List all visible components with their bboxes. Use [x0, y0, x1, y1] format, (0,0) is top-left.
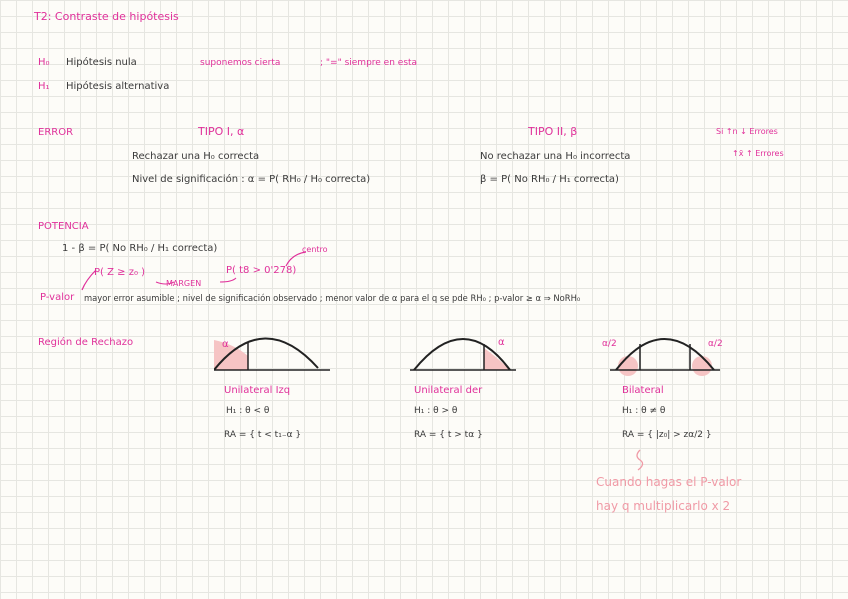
bilateral-left-shade [618, 356, 638, 376]
type2-title: TIPO II, β [528, 125, 578, 138]
curve-left-tailed [214, 328, 334, 378]
h1-text: Hipótesis alternativa [66, 81, 170, 92]
case1-title: Unilateral Izq [224, 385, 291, 396]
case2-title: Unilateral der [414, 385, 483, 396]
margen-label: MARGEN [166, 279, 202, 288]
curve3-alpha-left: α/2 [602, 339, 617, 349]
note-swirl-arrow [630, 448, 650, 472]
curve-right-tailed [404, 328, 524, 378]
bilateral-note-line2: hay q multiplicarlo x 2 [596, 499, 731, 513]
error-note-x: ↑x̄ ↑ Errores [732, 149, 784, 158]
type1-desc: Rechazar una H₀ correcta [132, 151, 260, 162]
bilateral-note-line1: Cuando hagas el P-valor [596, 475, 742, 489]
page-title: T2: Contraste de hipótesis [34, 10, 179, 23]
h0-note: suponemos cierta [200, 58, 281, 68]
t-expression: P( t8 > 0'278) [226, 265, 297, 276]
pvalue-label: P-valor [40, 292, 75, 303]
curve2-alpha: α [498, 337, 505, 348]
rejection-label: Región de Rechazo [38, 337, 134, 348]
z-expression: P( Z ≥ z₀ ) [94, 267, 146, 278]
type1-formula: Nivel de significación : α = P( RH₀ / H₀ correcta) [132, 174, 371, 185]
h0-note-equal: ; "=" siempre en esta [320, 58, 418, 68]
power-label: POTENCIA [38, 221, 89, 232]
case3-h1: H₁ : θ ≠ θ [622, 406, 666, 416]
pvalue-text: mayor error asumible ; nivel de significación observado ; menor valor de α para el q se pde RH₀ ; p-valor ≥ α ⇒ NoRH₀ [84, 293, 581, 303]
curve3-alpha-right: α/2 [708, 339, 723, 349]
case2-h1: H₁ : θ > θ [414, 406, 458, 416]
type1-title: TIPO I, α [198, 125, 245, 138]
curve1-alpha: α [222, 339, 229, 350]
power-formula: 1 - β = P( No RH₀ / H₁ correcta) [62, 243, 218, 254]
h0-text: Hipótesis nula [66, 57, 137, 68]
h1-symbol: H₁ [38, 81, 50, 92]
case1-ra: RA = { t < t₁₋α } [224, 430, 302, 440]
error-note-n: Si ↑n ↓ Errores [716, 127, 778, 136]
case2-ra: RA = { t > tα } [414, 430, 483, 440]
error-label: ERROR [38, 127, 74, 138]
centro-label: centro [302, 245, 328, 254]
bilateral-right-shade [692, 356, 712, 376]
h0-symbol: H₀ [38, 57, 50, 68]
power-arrows [60, 243, 320, 294]
type2-desc: No rechazar una H₀ incorrecta [480, 151, 631, 162]
case3-ra: RA = { |z₀| > zα/2 } [622, 430, 712, 440]
case3-title: Bilateral [622, 385, 664, 396]
case1-h1: H₁ : θ < θ [226, 406, 270, 416]
curve-bilateral [606, 328, 726, 380]
right-tail-shade [484, 348, 510, 370]
type2-formula: β = P( No RH₀ / H₁ correcta) [480, 174, 619, 185]
